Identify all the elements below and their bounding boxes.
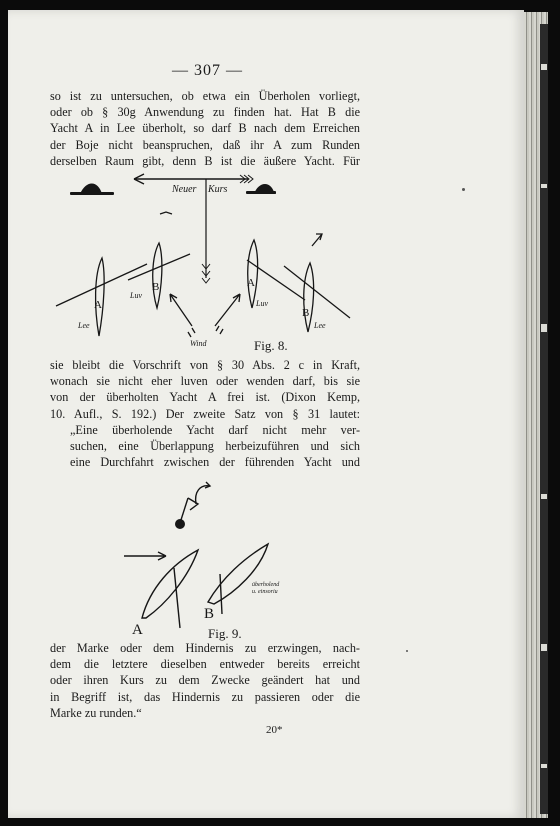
lee-label: Lee <box>314 321 326 330</box>
text-line: 10. Aufl., S. 192.) Der zweite Satz von § 31 lautet: <box>50 406 360 421</box>
boat-b-left <box>153 243 162 308</box>
luv-label: Luv <box>256 299 268 308</box>
text-line: derselben Raum gibt, denn B ist die äußere Yacht. Für <box>50 153 360 168</box>
boat-a-hull <box>142 550 198 618</box>
boat-label: A <box>247 277 255 289</box>
overtaking-annotation: überholend <box>252 582 280 588</box>
rounding-arrow <box>196 486 210 504</box>
page-number: — 307 — <box>172 62 243 79</box>
text-line: Yacht A in Lee überholt, so darf B nach dem Erreichen <box>50 121 360 136</box>
paragraph-top <box>50 88 360 169</box>
boat-a-left <box>96 258 105 336</box>
lee-label: Lee <box>78 321 90 330</box>
figure-9-caption: Fig. 9. <box>208 626 242 641</box>
text-line: oder ihren Kurs zu dem Zwecke geändert hat und <box>50 673 360 688</box>
boat-b-label: B <box>204 606 215 622</box>
text-line: eine Durchfahrt zwischen der führenden Yacht und <box>70 455 360 470</box>
wind-label: Wind <box>190 339 207 348</box>
text-line: so ist zu untersuchen, ob etwa ein Überholen vorliegt, <box>50 89 360 103</box>
signature-mark: 20* <box>266 724 283 736</box>
paper-speck <box>406 650 408 652</box>
text-line: der Marke oder dem Hindernis zu erzwingen, nach- <box>50 641 360 655</box>
binding-strip <box>540 24 548 814</box>
mark-buoy-icon <box>175 519 185 529</box>
boat-label: A <box>94 299 102 311</box>
text-line: in Begriff ist, das Hindernis zu passieren oder die <box>50 689 360 704</box>
text-line: „Eine überholende Yacht darf nicht mehr ver- <box>70 422 360 437</box>
paragraph-middle <box>50 357 360 470</box>
text-line: sie bleibt die Vorschrift von § 30 Abs. 2 c in Kraft, <box>50 358 360 372</box>
figure-8-caption: Fig. 8. <box>254 338 288 353</box>
boat-label: B <box>152 281 160 293</box>
boat-b-hull <box>208 544 268 604</box>
text-line: von der überholten Yacht A frei ist. (Dixon Kemp, <box>50 390 360 405</box>
new-label: Neuer <box>172 184 197 195</box>
luv-label: Luv <box>130 291 142 300</box>
text-line: der Boje nicht beanspruchen, daß ihr A zum Runden <box>50 137 360 152</box>
text-line: suchen, eine Überlappung herbeizuführen und sich <box>70 439 360 454</box>
mark-flag-icon <box>188 498 198 510</box>
course-label: Kurs <box>208 184 228 195</box>
text-line: dem die letztere dieselben entweder bereits erreicht <box>50 657 360 672</box>
boat-a-right <box>248 240 258 308</box>
text-line: wonach sie nicht eher luven oder wenden darf, bis sie <box>50 374 360 389</box>
boat-label: B <box>302 307 310 319</box>
figure-8-diagram <box>40 168 370 358</box>
text-line: oder ob § 30g Anwendung zu finden hat. Hat B die <box>50 105 360 120</box>
text-line: Marke zu runden.“ <box>50 705 142 720</box>
overtaking-annotation: u. einsoriu <box>252 589 278 595</box>
figure-9-diagram <box>110 478 330 640</box>
paper-speck <box>462 188 465 191</box>
wind-direction-arrow <box>124 552 166 560</box>
boat-a-label: A <box>132 622 143 638</box>
paragraph-bottom <box>50 640 360 721</box>
boat-b-right <box>304 263 314 332</box>
